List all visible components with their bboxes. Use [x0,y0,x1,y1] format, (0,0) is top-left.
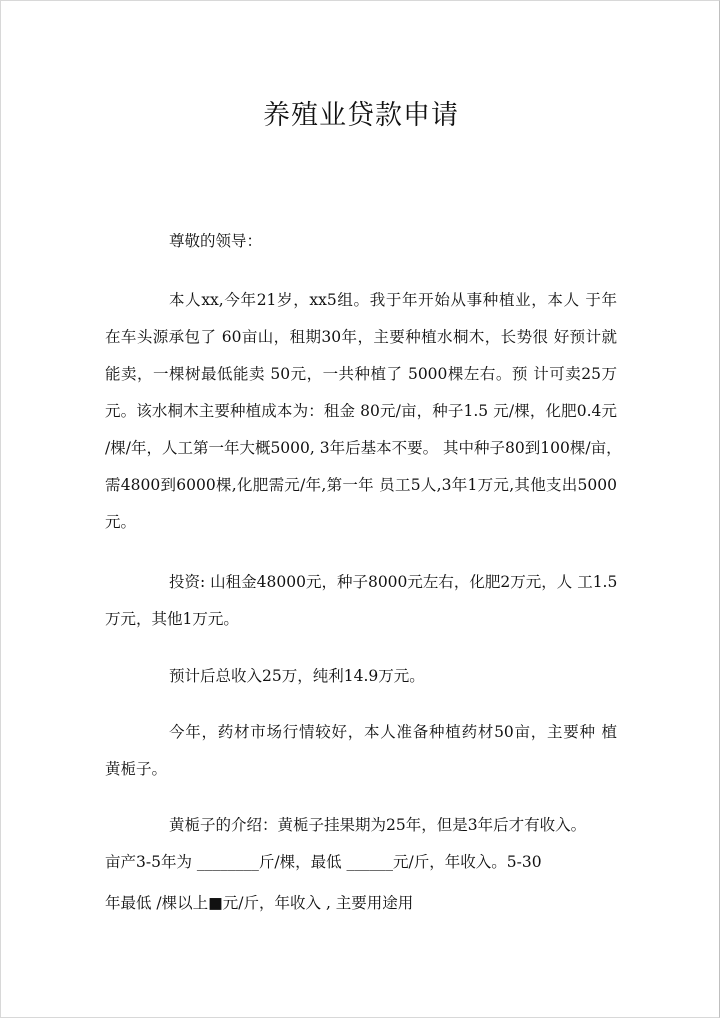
greeting: 尊敬的领导： [169,232,263,250]
paragraph-line: 万元，其他1万元。 [105,610,239,628]
paragraph-line: 预计后总收入25万，纯利14.9万元。 [169,667,425,685]
paragraph-line: 亩产3-5年为 ________斤/棵，最低 ______元/斤，年收入。5-30 [105,853,542,871]
paragraph-investment [105,564,617,638]
paragraph-line: 元。 [105,513,137,531]
paragraph-line: 在车头源承包了 60亩山，租期30年，主要种植水桐木，长势很 好预计就 [105,328,617,346]
document-title: 养殖业贷款申请 [263,100,459,131]
paragraph-line: 本人xx,今年21岁，xx5组。我于年开始从事种植业，本人 于年 [169,291,617,309]
paragraph-line-final: 年最低 /棵以上■元/斤，年收入 , 主要用途用 [105,894,414,912]
paragraph-planting-history [105,282,622,541]
paragraph-line: 黄栀子的介绍：黄栀子挂果期为25年，但是3年后才有收入。 [169,816,587,834]
paragraph-line: 投资: 山租金48000元，种子8000元左右，化肥2万元，人 工1.5 [169,573,618,591]
paragraph-gardenia-intro [105,807,617,881]
paragraph-line: 需4800到6000棵,化肥需元/年,第一年 员工5人,3年1万元,其他支出5000 [105,476,617,494]
paragraph-line: /棵/年，人工第一年大概5000, 3年后基本不要。 其中种子80到100棵/亩， [105,439,622,457]
paragraph-line: 今年，药材市场行情较好，本人准备种植药材50亩，主要种 植 [169,723,617,741]
paragraph-medicinal-plan [105,714,617,788]
paragraph-line: 元。该水桐木主要种植成本为：租金 80元/亩，种子1.5 元/棵，化肥0.4元 [105,402,617,420]
paragraph-line: 黄栀子。 [105,760,168,778]
paragraph-line: 能卖，一棵树最低能卖 50元，一共种植了 5000棵左右。预 计可卖25万 [105,365,617,383]
paragraph-expected-income [105,658,617,695]
